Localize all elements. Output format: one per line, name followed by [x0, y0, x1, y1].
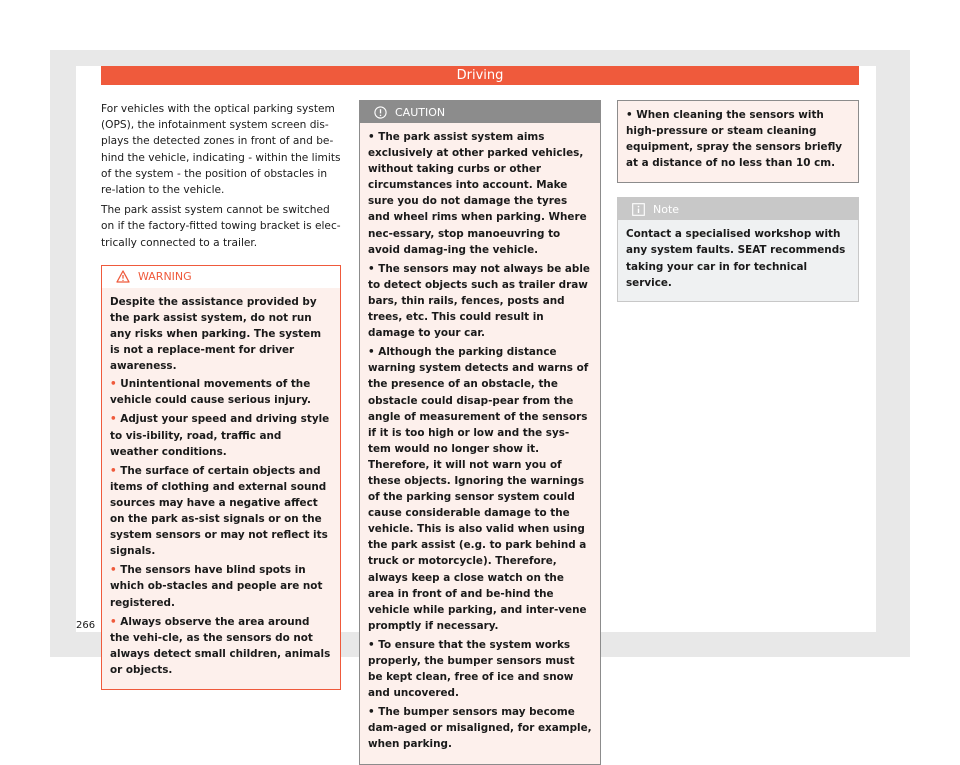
column-middle	[359, 100, 601, 765]
intro-paragraph: The park assist system cannot be switched on if the factory-fitted towing bracket is elec-trically connected to a trailer.	[101, 204, 341, 249]
list-item: • Adjust your speed and driving style to vis-ibility, road, traffic and weather conditions.	[110, 413, 330, 458]
column-right	[617, 100, 859, 302]
section-header: Driving	[101, 66, 859, 85]
list-item: • Although the parking distance warning system detects and warns of the presence of an obstacle, the obstacle could disap-pear from the angle of measurement of the sensors if it is too high or low and the sys-tem would no longer show it. Therefore, it will not warn you of these objects. Ignoring the warnings of the parking sensor system could cause considerable damage to the vehicle. This is also valid when using the park assist (e.g. to park behind a truck or motorcycle). Therefore, always keep a close watch on the area in front of and be-hind the vehicle while parking, and inter-vene promptly if necessary.	[368, 346, 589, 632]
exclamation-circle-icon	[374, 106, 387, 119]
page-number: 266	[76, 620, 96, 631]
note-label: Note	[653, 202, 680, 216]
warning-lead: Despite the assistance provided by the park assist system, do not run any risks when parking. The system is not a replace-ment for driver awareness.	[110, 295, 322, 373]
list-item: • When cleaning the sensors with high-pressure or steam cleaning equipment, spray the sensors briefly at a distance of no less than 10 cm.	[626, 109, 843, 170]
list-item: • The sensors may not always be able to detect objects such as trailer draw bars, thin rails, fences, posts and trees, etc. This could result in damage to your car.	[368, 262, 590, 340]
caution-label: CAUTION	[395, 105, 446, 119]
caution-body	[360, 123, 600, 764]
note-header	[618, 198, 858, 220]
warning-body	[102, 288, 340, 689]
caution-continued-body	[618, 101, 858, 182]
list-item: • To ensure that the system works properly, the bumper sensors must be kept clean, free of ice and snow and uncovered.	[368, 638, 575, 700]
warning-header	[102, 266, 340, 288]
intro-paragraph: For vehicles with the optical parking system (OPS), the infotainment system screen dis-plays the detected zones in front of and be-hind the vehicle, indicating - within the limits of the system - the position of obstacles in re-lation to the vehicle.	[101, 103, 341, 197]
list-item: • The bumper sensors may become dam-aged or misaligned, for example, when parking.	[368, 706, 592, 751]
note-text: Contact a specialised workshop with any system faults. SEAT recommends taking your car in for technical service.	[626, 228, 846, 289]
list-item: • The surface of certain objects and items of clothing and external sound sources may have a negative affect on the park as-sist signals or on the system sensors or may not reflect its signals.	[110, 464, 328, 558]
caution-header	[360, 101, 600, 123]
info-icon	[632, 203, 645, 216]
caution-box	[359, 100, 601, 765]
warning-box	[101, 265, 341, 690]
column-left	[101, 101, 341, 690]
warning-label: WARNING	[138, 270, 192, 284]
note-body	[618, 220, 858, 300]
list-item: • Always observe the area around the vehi-cle, as the sensors do not always detect small children, animals or objects.	[110, 615, 331, 676]
caution-continued-box	[617, 100, 859, 183]
warning-triangle-icon	[116, 270, 130, 283]
list-item: • The sensors have blind spots in which ob-stacles and people are not registered.	[110, 564, 323, 609]
list-item: • Unintentional movements of the vehicle could cause serious injury.	[110, 378, 311, 407]
list-item: • The park assist system aims exclusively at other parked vehicles, without taking curbs or other circumstances into account. Make sure you do not damage the tyres and wheel rims when parking. Where nec-essary, stop manoeuvring to avoid damag-ing the vehicle.	[368, 131, 587, 256]
note-box	[617, 197, 859, 301]
